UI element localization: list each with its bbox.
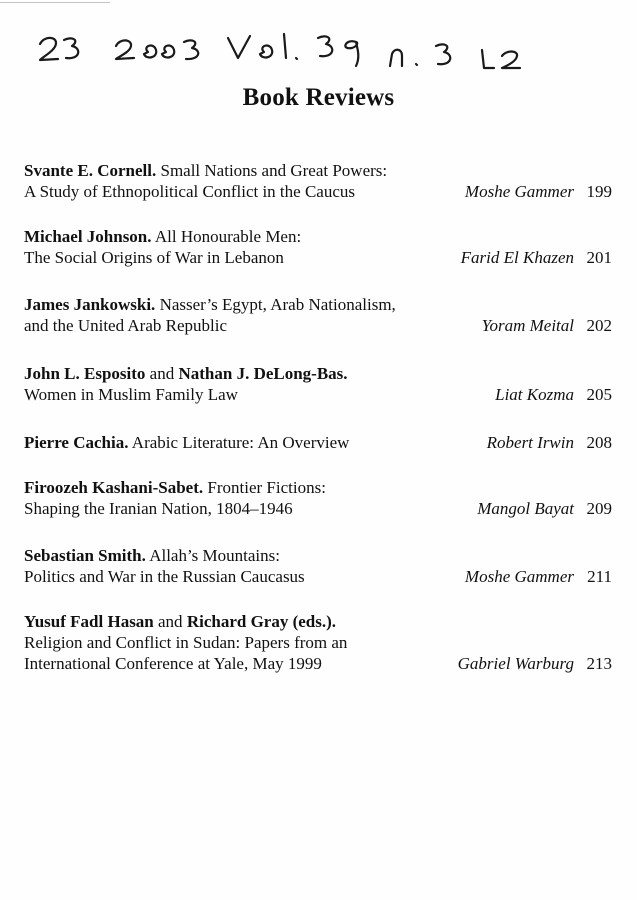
page-number: 199 <box>586 182 612 201</box>
book-title-part: Small Nations and Great Powers: <box>160 161 388 180</box>
book-author: Richard Gray (eds.). <box>186 612 337 631</box>
entry-last-line <box>24 498 612 519</box>
review-entry <box>24 363 612 405</box>
page-title: Book Reviews <box>242 84 395 111</box>
page-number: 209 <box>586 499 612 518</box>
book-title-part: and the United Arab Republic <box>24 316 228 335</box>
review-entry <box>24 545 612 587</box>
book-author: Michael Johnson. <box>24 227 152 246</box>
entry-last-line <box>24 432 612 453</box>
book-title-part: All Honourable Men: <box>154 227 302 246</box>
book-title-part: The Social Origins of War in Lebanon <box>24 248 284 267</box>
book-author: Firoozeh Kashani-Sabet. <box>24 478 204 497</box>
book-title-part: Arabic Literature: An Overview <box>131 433 350 452</box>
entry-last-line <box>24 566 612 587</box>
entry-last-line <box>24 653 612 674</box>
entry-last-line <box>24 247 612 268</box>
book-author: Svante E. Cornell. <box>24 161 157 180</box>
reviewer-name: Mangol Bayat <box>477 499 574 518</box>
book-title-part: Politics and War in the Russian Caucasus <box>24 567 305 586</box>
handwritten-annotation <box>38 28 578 76</box>
page-number: 201 <box>586 248 612 267</box>
entry-first-line <box>24 363 612 384</box>
review-entry <box>24 432 612 453</box>
entry-first-line <box>24 545 612 566</box>
entry-first-line <box>24 611 612 632</box>
book-author: Yusuf Fadl Hasan <box>24 612 154 631</box>
book-author: John L. Esposito <box>24 364 146 383</box>
review-entry <box>24 294 612 336</box>
reviewer-name: Yoram Meital <box>481 316 574 335</box>
book-title-part: Allah’s Mountains: <box>149 546 280 565</box>
book-author: James Jankowski. <box>24 295 156 314</box>
author-conjunction: and <box>145 364 179 383</box>
book-author: Nathan J. DeLong-Bas. <box>178 364 348 383</box>
book-author: Sebastian Smith. <box>24 546 146 565</box>
reviewer-name: Moshe Gammer <box>464 182 574 201</box>
review-entry <box>24 160 612 202</box>
page-number: 211 <box>587 567 612 586</box>
entry-text <box>24 432 349 453</box>
reviewer-name: Robert Irwin <box>486 433 574 452</box>
page-number: 202 <box>586 316 612 335</box>
book-title-part: Religion and Conflict in Sudan: Papers from an <box>24 633 348 652</box>
entry-last-line <box>24 315 612 336</box>
book-title-part: Shaping the Iranian Nation, 1804–1946 <box>24 499 293 518</box>
scan-edge-mark <box>0 2 110 3</box>
review-entry <box>24 477 612 519</box>
book-title-part: Frontier Fictions: <box>207 478 326 497</box>
author-conjunction: and <box>153 612 187 631</box>
book-author: Pierre Cachia. <box>24 433 129 452</box>
entry-last-line <box>24 384 612 405</box>
entry-first-line <box>24 294 612 315</box>
book-title-part: Nasser’s Egypt, Arab Nationalism, <box>159 295 396 314</box>
entry-last-line <box>24 181 612 202</box>
entry-first-line <box>24 160 612 181</box>
review-entry <box>24 226 612 268</box>
reviewer-name: Gabriel Warburg <box>457 654 574 673</box>
entry-first-line <box>24 477 612 498</box>
review-entry <box>24 611 612 674</box>
entry-first-line <box>24 226 612 247</box>
page-number: 205 <box>586 385 612 404</box>
book-title-part: A Study of Ethnopolitical Conflict in the Caucus <box>24 182 355 201</box>
reviewer-name: Liat Kozma <box>495 385 574 404</box>
page-number: 213 <box>586 654 612 673</box>
reviewer-name: Moshe Gammer <box>464 567 574 586</box>
entry-middle-line <box>24 632 612 653</box>
book-title-part: International Conference at Yale, May 1999 <box>24 654 322 673</box>
reviewer-name: Farid El Khazen <box>460 248 574 267</box>
book-title-part: Women in Muslim Family Law <box>24 385 238 404</box>
page-number: 208 <box>586 433 612 452</box>
